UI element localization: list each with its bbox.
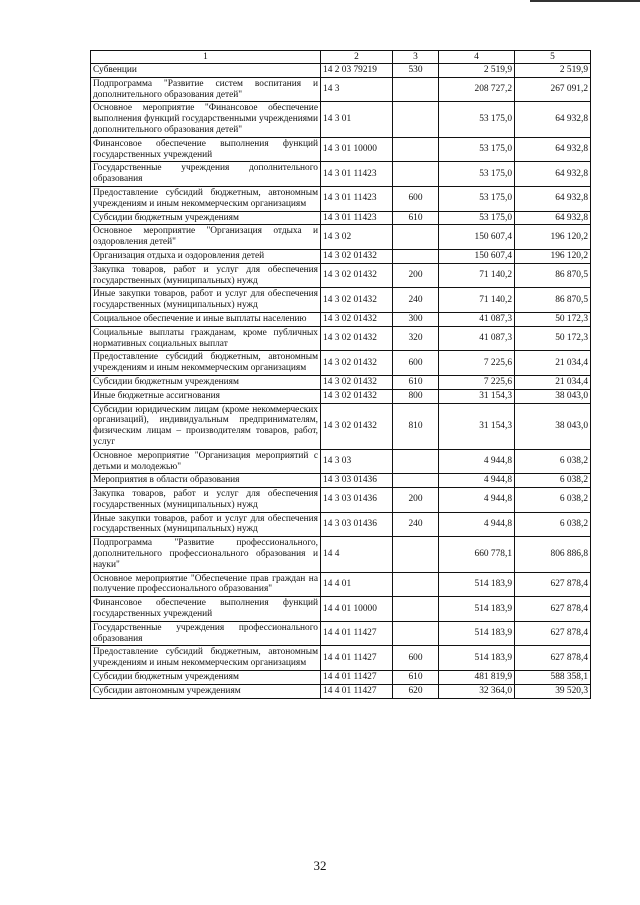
row-amount-col4-cell: 31 154,3 (439, 403, 515, 449)
table-row (91, 474, 591, 488)
row-amount-col5-cell: 21 034,4 (515, 351, 591, 376)
row-amount-col5-cell: 39 520,3 (515, 684, 591, 698)
budget-table (90, 50, 591, 699)
row-code-cell: 14 3 01 11423 (321, 162, 393, 187)
row-amount-col5-cell: 64 932,8 (515, 186, 591, 211)
row-amount-col4-cell: 514 183,9 (439, 621, 515, 646)
row-expense-type-cell (393, 621, 439, 646)
row-expense-type-cell: 200 (393, 263, 439, 288)
row-name-cell: Подпрограмма "Развитие профессионального, дополнительного профессионального образования и науки" (91, 537, 321, 572)
row-code-cell: 14 3 02 01432 (321, 288, 393, 313)
row-code-cell: 14 4 01 11427 (321, 684, 393, 698)
row-expense-type-cell: 200 (393, 488, 439, 513)
row-amount-col5-cell: 267 091,2 (515, 77, 591, 102)
row-amount-col4-cell: 150 607,4 (439, 225, 515, 250)
table-row (91, 403, 591, 449)
row-amount-col5-cell: 6 038,2 (515, 449, 591, 474)
row-expense-type-cell (393, 474, 439, 488)
row-amount-col4-cell: 32 364,0 (439, 684, 515, 698)
row-name-cell: Иные закупки товаров, работ и услуг для обеспечения государственных (муниципальных) нужд (91, 512, 321, 537)
row-amount-col4-cell: 4 944,8 (439, 488, 515, 513)
table-row (91, 375, 591, 389)
row-code-cell: 14 3 02 01432 (321, 351, 393, 376)
row-amount-col4-cell: 71 140,2 (439, 288, 515, 313)
row-code-cell: 14 3 02 01432 (321, 389, 393, 403)
row-expense-type-cell: 300 (393, 312, 439, 326)
row-expense-type-cell: 240 (393, 288, 439, 313)
table-row (91, 137, 591, 162)
row-amount-col4-cell: 53 175,0 (439, 102, 515, 137)
row-name-cell: Основное мероприятие "Финансовое обеспечение выполнения функций государственными учреждениями дополнительного образования детей" (91, 102, 321, 137)
table-row (91, 326, 591, 351)
table-row (91, 449, 591, 474)
row-amount-col4-cell: 4 944,8 (439, 449, 515, 474)
row-amount-col4-cell: 53 175,0 (439, 211, 515, 225)
row-expense-type-cell: 610 (393, 211, 439, 225)
row-name-cell: Субсидии юридическим лицам (кроме некоммерческих организаций), индивидуальным предпринимателям, физическим лицам – производителям товаров, работ, услуг (91, 403, 321, 449)
row-expense-type-cell (393, 225, 439, 250)
row-name-cell: Предоставление субсидий бюджетным, автономным учреждениям и иным некоммерческим организациям (91, 186, 321, 211)
table-row (91, 646, 591, 671)
row-name-cell: Основное мероприятие "Организация отдыха и оздоровления детей" (91, 225, 321, 250)
row-code-cell: 14 3 02 (321, 225, 393, 250)
row-amount-col5-cell: 64 932,8 (515, 137, 591, 162)
row-amount-col4-cell: 71 140,2 (439, 263, 515, 288)
row-name-cell: Финансовое обеспечение выполнения функций государственных учреждений (91, 137, 321, 162)
table-row (91, 225, 591, 250)
table-row (91, 64, 591, 78)
row-amount-col5-cell: 21 034,4 (515, 375, 591, 389)
row-code-cell: 14 4 01 (321, 572, 393, 597)
row-name-cell: Государственные учреждения дополнительного образования (91, 162, 321, 187)
row-name-cell: Организация отдыха и оздоровления детей (91, 249, 321, 263)
row-code-cell: 14 3 02 01432 (321, 326, 393, 351)
row-code-cell: 14 4 (321, 537, 393, 572)
page-number: 32 (313, 858, 327, 873)
row-amount-col4-cell: 514 183,9 (439, 572, 515, 597)
table-row (91, 186, 591, 211)
row-amount-col4-cell: 7 225,6 (439, 375, 515, 389)
row-expense-type-cell: 530 (393, 64, 439, 78)
row-expense-type-cell (393, 572, 439, 597)
top-right-rule (530, 0, 640, 2)
row-code-cell: 14 4 01 11427 (321, 646, 393, 671)
row-code-cell: 14 3 01 11423 (321, 186, 393, 211)
row-name-cell: Предоставление субсидий бюджетным, автономным учреждениям и иным некоммерческим организациям (91, 351, 321, 376)
row-expense-type-cell (393, 537, 439, 572)
row-expense-type-cell (393, 102, 439, 137)
row-code-cell: 14 3 01 10000 (321, 137, 393, 162)
row-amount-col5-cell: 2 519,9 (515, 64, 591, 78)
row-amount-col5-cell: 86 870,5 (515, 263, 591, 288)
table-row (91, 263, 591, 288)
table-row (91, 671, 591, 685)
table-row (91, 488, 591, 513)
row-amount-col4-cell: 514 183,9 (439, 597, 515, 622)
row-name-cell: Субсидии бюджетным учреждениям (91, 375, 321, 389)
row-name-cell: Мероприятия в области образования (91, 474, 321, 488)
row-name-cell: Закупка товаров, работ и услуг для обеспечения государственных (муниципальных) нужд (91, 488, 321, 513)
table-row (91, 102, 591, 137)
row-code-cell: 14 4 01 11427 (321, 671, 393, 685)
table-row (91, 162, 591, 187)
table-row (91, 537, 591, 572)
table-row (91, 597, 591, 622)
row-name-cell: Субсидии бюджетным учреждениям (91, 671, 321, 685)
row-amount-col5-cell: 627 878,4 (515, 572, 591, 597)
row-amount-col5-cell: 627 878,4 (515, 597, 591, 622)
header-row (91, 51, 591, 64)
row-amount-col4-cell: 660 778,1 (439, 537, 515, 572)
row-amount-col5-cell: 50 172,3 (515, 312, 591, 326)
row-code-cell: 14 3 01 (321, 102, 393, 137)
row-name-cell: Субсидии автономным учреждениям (91, 684, 321, 698)
row-expense-type-cell: 610 (393, 375, 439, 389)
row-name-cell: Закупка товаров, работ и услуг для обеспечения государственных (муниципальных) нужд (91, 263, 321, 288)
row-expense-type-cell: 610 (393, 671, 439, 685)
row-amount-col5-cell: 6 038,2 (515, 474, 591, 488)
row-name-cell: Социальное обеспечение и иные выплаты населению (91, 312, 321, 326)
row-expense-type-cell: 600 (393, 646, 439, 671)
row-amount-col5-cell: 6 038,2 (515, 512, 591, 537)
row-name-cell: Предоставление субсидий бюджетным, автономным учреждениям и иным некоммерческим организациям (91, 646, 321, 671)
row-amount-col5-cell: 86 870,5 (515, 288, 591, 313)
row-code-cell: 14 3 03 01436 (321, 474, 393, 488)
table-row (91, 77, 591, 102)
header-col-2: 2 (321, 51, 393, 64)
row-amount-col4-cell: 41 087,3 (439, 312, 515, 326)
row-name-cell: Социальные выплаты гражданам, кроме публичных нормативных социальных выплат (91, 326, 321, 351)
row-code-cell: 14 3 03 (321, 449, 393, 474)
row-name-cell: Подпрограмма "Развитие систем воспитания и дополнительного образования детей" (91, 77, 321, 102)
row-code-cell: 14 2 03 79219 (321, 64, 393, 78)
row-name-cell: Основное мероприятие "Обеспечение прав граждан на получение профессионального образования" (91, 572, 321, 597)
row-amount-col5-cell: 588 358,1 (515, 671, 591, 685)
row-expense-type-cell: 600 (393, 351, 439, 376)
row-expense-type-cell (393, 162, 439, 187)
table-row (91, 572, 591, 597)
table-row (91, 684, 591, 698)
row-amount-col4-cell: 31 154,3 (439, 389, 515, 403)
row-name-cell: Государственные учреждения профессионального образования (91, 621, 321, 646)
row-amount-col5-cell: 6 038,2 (515, 488, 591, 513)
row-name-cell: Иные закупки товаров, работ и услуг для обеспечения государственных (муниципальных) нужд (91, 288, 321, 313)
row-expense-type-cell: 620 (393, 684, 439, 698)
row-amount-col4-cell: 208 727,2 (439, 77, 515, 102)
row-code-cell: 14 3 (321, 77, 393, 102)
row-name-cell: Иные бюджетные ассигнования (91, 389, 321, 403)
table-body (91, 64, 591, 699)
row-expense-type-cell: 320 (393, 326, 439, 351)
row-expense-type-cell: 810 (393, 403, 439, 449)
row-amount-col4-cell: 53 175,0 (439, 137, 515, 162)
table-row (91, 249, 591, 263)
row-name-cell: Основное мероприятие "Организация мероприятий с детьми и молодежью" (91, 449, 321, 474)
row-name-cell: Субвенции (91, 64, 321, 78)
row-amount-col4-cell: 481 819,9 (439, 671, 515, 685)
row-code-cell: 14 4 01 10000 (321, 597, 393, 622)
table-row (91, 389, 591, 403)
row-amount-col5-cell: 196 120,2 (515, 225, 591, 250)
row-name-cell: Финансовое обеспечение выполнения функций государственных учреждений (91, 597, 321, 622)
row-amount-col4-cell: 41 087,3 (439, 326, 515, 351)
row-amount-col5-cell: 806 886,8 (515, 537, 591, 572)
row-code-cell: 14 3 03 01436 (321, 512, 393, 537)
row-name-cell: Субсидии бюджетным учреждениям (91, 211, 321, 225)
row-code-cell: 14 3 02 01432 (321, 249, 393, 263)
table-row (91, 288, 591, 313)
row-amount-col5-cell: 50 172,3 (515, 326, 591, 351)
row-amount-col4-cell: 53 175,0 (439, 186, 515, 211)
table-row (91, 512, 591, 537)
row-amount-col5-cell: 64 932,8 (515, 211, 591, 225)
table-row (91, 621, 591, 646)
row-amount-col4-cell: 4 944,8 (439, 474, 515, 488)
header-col-4: 4 (439, 51, 515, 64)
row-amount-col4-cell: 7 225,6 (439, 351, 515, 376)
table-row (91, 211, 591, 225)
row-amount-col4-cell: 4 944,8 (439, 512, 515, 537)
header-col-1: 1 (91, 51, 321, 64)
row-expense-type-cell (393, 77, 439, 102)
row-amount-col5-cell: 627 878,4 (515, 621, 591, 646)
row-amount-col5-cell: 64 932,8 (515, 102, 591, 137)
row-expense-type-cell: 240 (393, 512, 439, 537)
row-amount-col5-cell: 38 043,0 (515, 389, 591, 403)
row-expense-type-cell (393, 137, 439, 162)
header-col-3: 3 (393, 51, 439, 64)
row-amount-col4-cell: 150 607,4 (439, 249, 515, 263)
row-amount-col4-cell: 514 183,9 (439, 646, 515, 671)
row-amount-col4-cell: 2 519,9 (439, 64, 515, 78)
table-header (91, 51, 591, 64)
row-expense-type-cell (393, 597, 439, 622)
row-code-cell: 14 3 02 01432 (321, 263, 393, 288)
row-amount-col5-cell: 64 932,8 (515, 162, 591, 187)
row-amount-col4-cell: 53 175,0 (439, 162, 515, 187)
row-amount-col5-cell: 38 043,0 (515, 403, 591, 449)
row-code-cell: 14 4 01 11427 (321, 621, 393, 646)
table-row (91, 351, 591, 376)
row-code-cell: 14 3 03 01436 (321, 488, 393, 513)
row-code-cell: 14 3 02 01432 (321, 312, 393, 326)
row-code-cell: 14 3 02 01432 (321, 375, 393, 389)
row-code-cell: 14 3 02 01432 (321, 403, 393, 449)
header-col-5: 5 (515, 51, 591, 64)
row-expense-type-cell: 600 (393, 186, 439, 211)
table-row (91, 312, 591, 326)
row-code-cell: 14 3 01 11423 (321, 211, 393, 225)
row-amount-col5-cell: 196 120,2 (515, 249, 591, 263)
row-amount-col5-cell: 627 878,4 (515, 646, 591, 671)
row-expense-type-cell: 800 (393, 389, 439, 403)
row-expense-type-cell (393, 249, 439, 263)
row-expense-type-cell (393, 449, 439, 474)
